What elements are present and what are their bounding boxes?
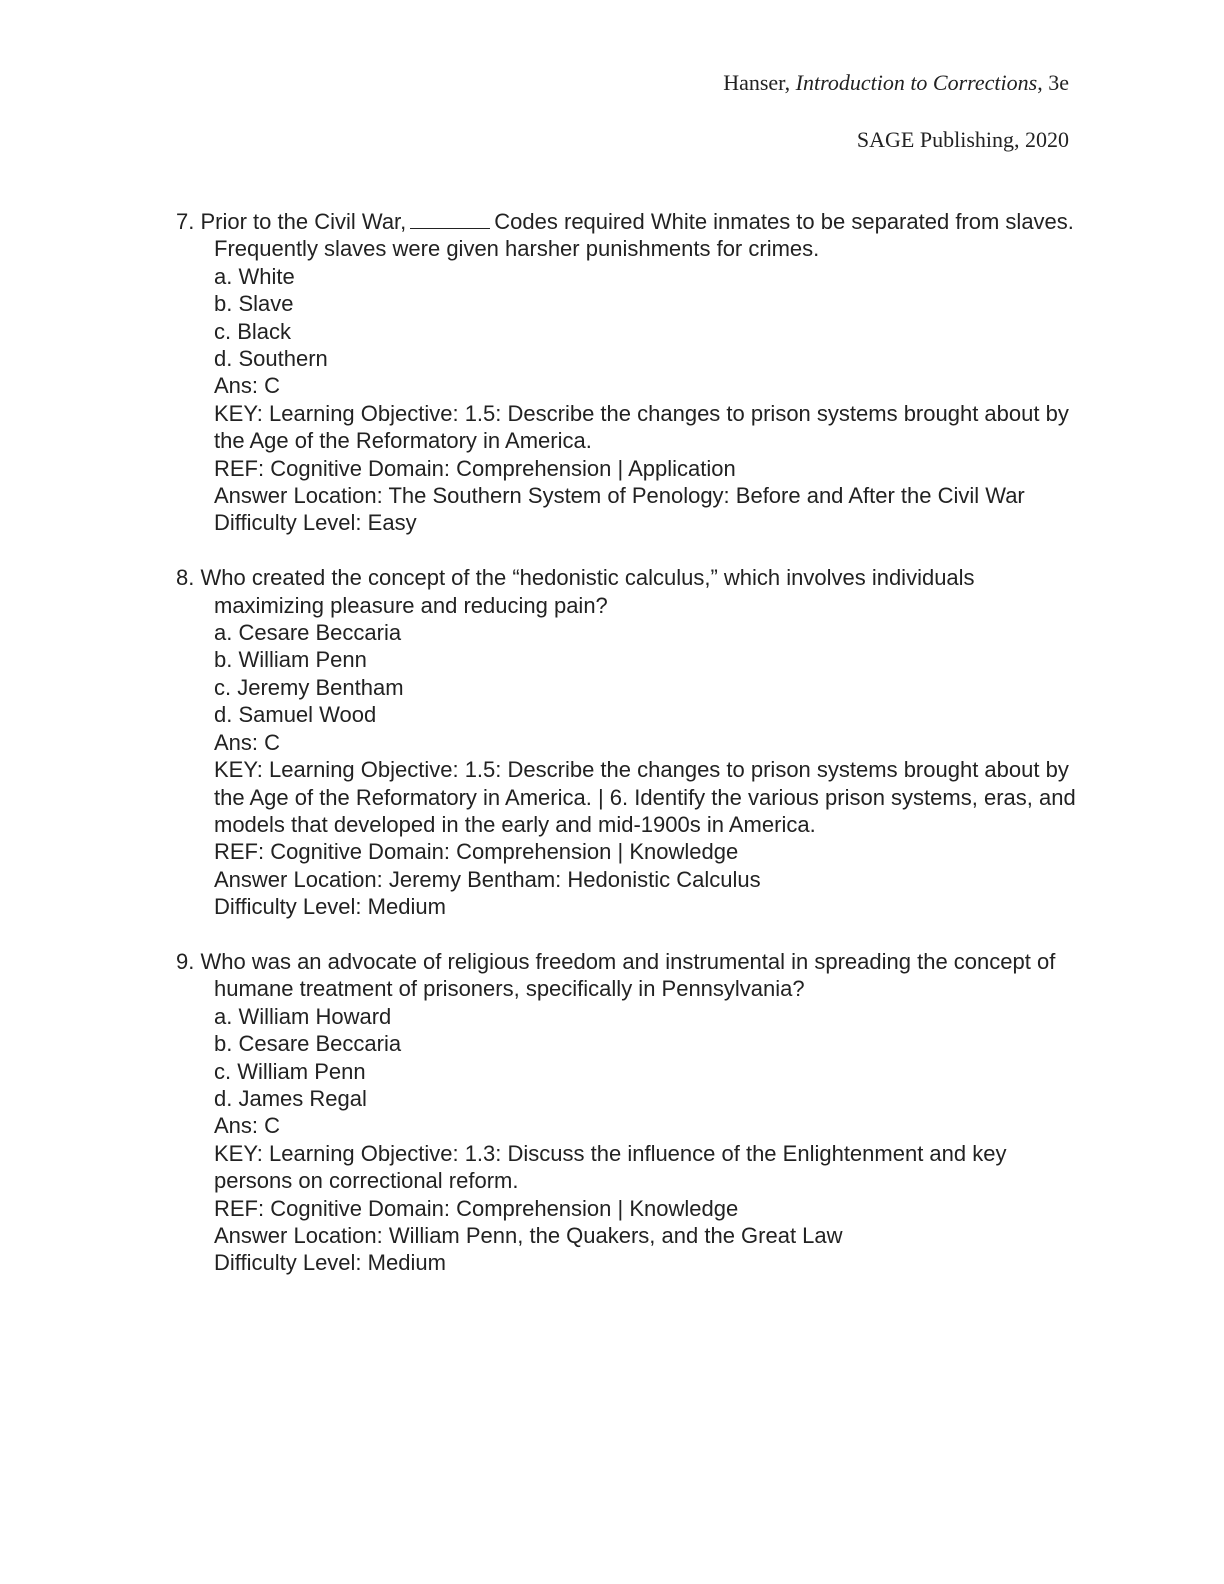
option-c: c. Jeremy Bentham [214,674,404,700]
fill-in-blank [410,210,490,229]
question-body [176,1003,1076,1277]
stem-after-blank: Codes required White inmates to be separated from slaves. Frequently slaves were given harsher punishments for crimes. [214,209,1074,262]
question-9 [176,948,1076,1277]
cognitive-domain: REF: Cognitive Domain: Comprehension | Knowledge [214,1195,739,1221]
learning-objective: KEY: Learning Objective: 1.3: Discuss the influence of the Enlightenment and key persons on correctional reform. [214,1140,1007,1194]
option-d: d. James Regal [214,1085,367,1111]
stem-text: Who was an advocate of religious freedom and instrumental in spreading the concept of humane treatment of prisoners, specifically in Pennsylvania? [200,948,1056,1002]
answer: Ans: C [214,373,281,399]
cognitive-domain: REF: Cognitive Domain: Comprehension | Application [214,455,736,481]
question-stem [176,948,1076,1003]
question-stem [176,564,1076,619]
edition: , 3e [1037,70,1069,95]
author-name: Hanser, [723,70,796,95]
question-number: 9. [176,948,195,974]
answer-location: Answer Location: William Penn, the Quakers, and the Great Law [214,1223,843,1248]
question-number: 7. [176,209,195,234]
option-b: b. Cesare Beccaria [214,1031,402,1057]
question-7 [176,208,1076,537]
question-body [176,619,1076,920]
answer-location: Answer Location: The Southern System of Penology: Before and After the Civil War [214,483,1025,509]
difficulty-level: Difficulty Level: Medium [214,894,446,920]
stem-text: Who created the concept of the “hedonistic calculus,” which involves individuals maximizing pleasure and reducing pain? [200,565,975,618]
option-a: a. Cesare Beccaria [214,620,402,646]
book-title: Introduction to Corrections [795,70,1038,95]
difficulty-level: Difficulty Level: Easy [214,510,417,536]
option-d: d. Southern [214,346,328,372]
option-b: b. William Penn [214,647,367,673]
answer: Ans: C [214,729,281,755]
question-8 [176,564,1076,920]
answer-location: Answer Location: Jeremy Bentham: Hedonistic Calculus [214,866,761,892]
question-list [176,208,1076,1304]
book-citation [723,70,1069,96]
option-b: b. Slave [214,291,294,317]
cognitive-domain: REF: Cognitive Domain: Comprehension | Knowledge [214,839,739,865]
option-d: d. Samuel Wood [214,702,377,728]
option-a: a. William Howard [214,1003,392,1029]
difficulty-level: Difficulty Level: Medium [214,1250,446,1276]
page-header [723,70,1069,154]
publisher-line: SAGE Publishing, 2020 [856,127,1069,153]
question-body [176,263,1076,537]
option-c: c. Black [214,318,292,344]
question-number: 8. [176,565,195,591]
option-c: c. William Penn [214,1058,366,1084]
question-stem [176,208,1076,263]
learning-objective: KEY: Learning Objective: 1.5: Describe the changes to prison systems brought about by the Age of the Reformatory in America. [214,400,1069,454]
option-a: a. White [214,263,295,289]
learning-objective: KEY: Learning Objective: 1.5: Describe the changes to prison systems brought about by the Age of the Reformatory in America. | 6. Identify the various prison systems, eras, and models that developed in the early and mid-1900s in America. [214,757,1076,837]
stem-before-blank: Prior to the Civil War, [200,209,407,234]
answer: Ans: C [214,1113,281,1139]
